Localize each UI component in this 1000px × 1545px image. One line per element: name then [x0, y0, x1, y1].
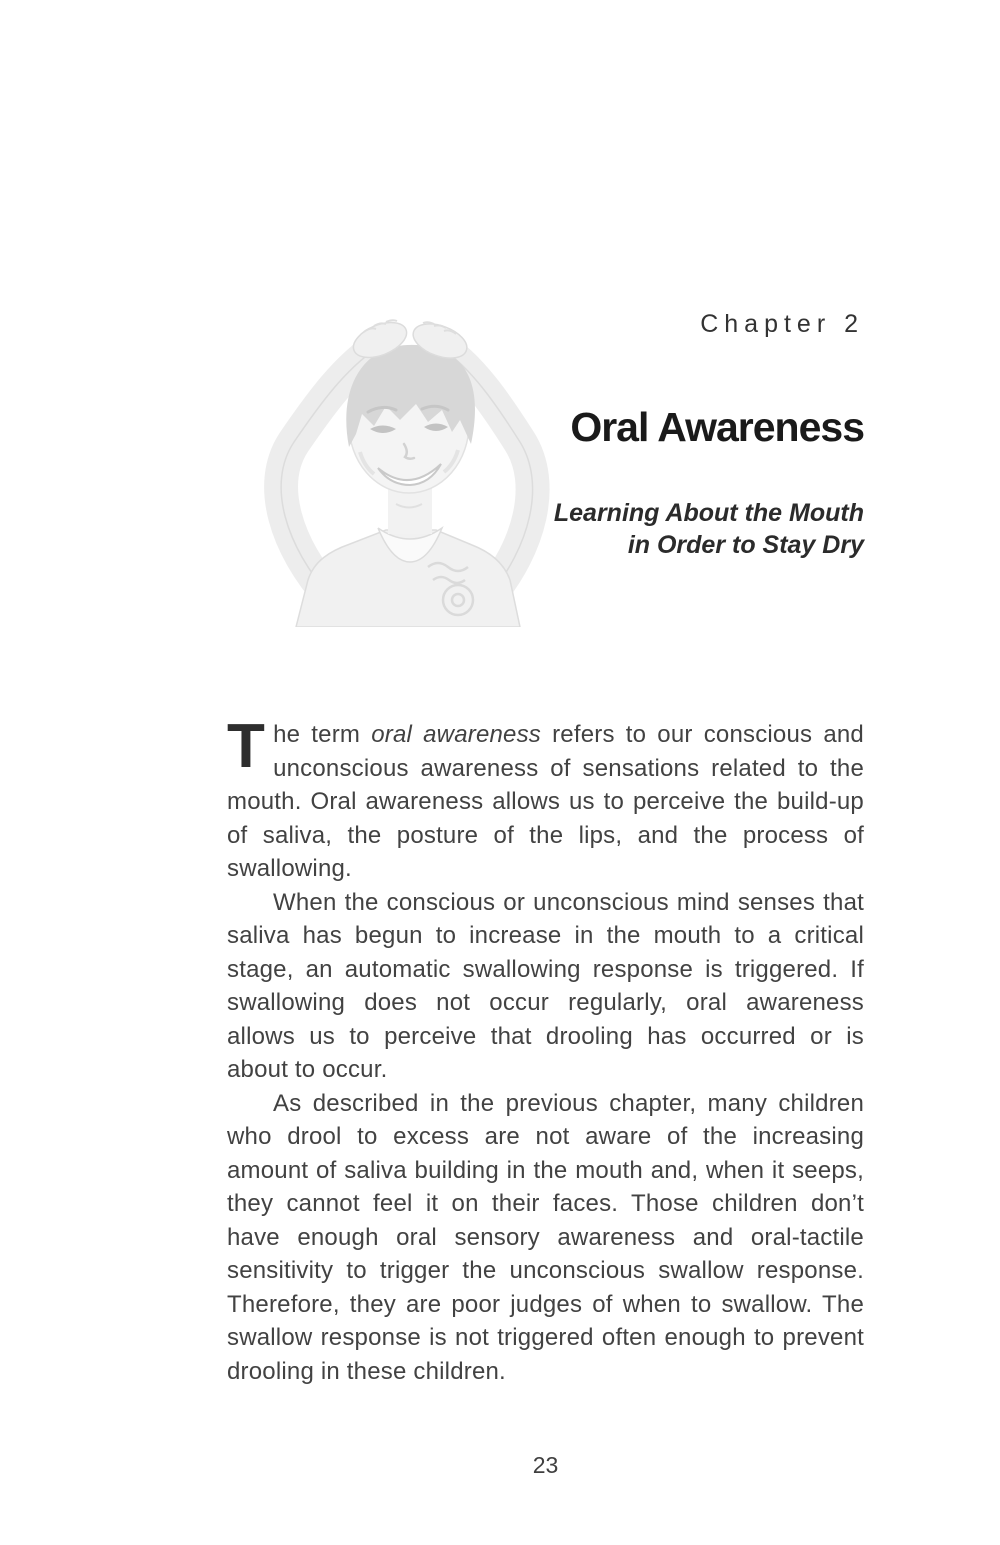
- paragraph-2: When the conscious or unconscious mind senses that saliva has begun to increase in the mouth to a critical stage, an automatic swallowing response is triggered. If swallowing does not occur regularly, oral awareness allows us to perceive that drooling has occurred or is about to occur.: [227, 888, 864, 1083]
- paragraph-1-text-after: refers to our conscious and unconscious awareness of sensations related to the mouth. Oral awareness allows us to perceive the build-up of saliva, the posture of the lips, and the process of swallowing.: [227, 721, 864, 882]
- paragraph-3: As described in the previous chapter, many children who drool to excess are not aware of the increasing amount of saliva building in the mouth and, when it seeps, they cannot feel it on their faces. Those children don’t have enough oral sensory awareness and oral-tactile sensitivity to trigger the unconscious swallow response. Therefore, they are poor judges of when to swallow. The swallow response is not triggered often enough to prevent drooling in these children.: [227, 1089, 864, 1385]
- chapter-subtitle: [227, 497, 864, 561]
- chapter-subtitle-line1: Learning About the Mouth: [553, 499, 864, 527]
- chapter-label: Chapter 2: [700, 310, 864, 338]
- body-text: [227, 712, 864, 1388]
- italic-term: oral awareness: [371, 721, 541, 748]
- chapter-subtitle-line2: in Order to Stay Dry: [627, 531, 864, 559]
- paragraph-1-text-before: he term: [273, 721, 372, 748]
- drop-cap: T: [227, 712, 266, 781]
- page-number: 23: [532, 1452, 559, 1478]
- paragraph-1: [227, 712, 864, 886]
- chapter-title: Oral Awareness: [570, 404, 864, 450]
